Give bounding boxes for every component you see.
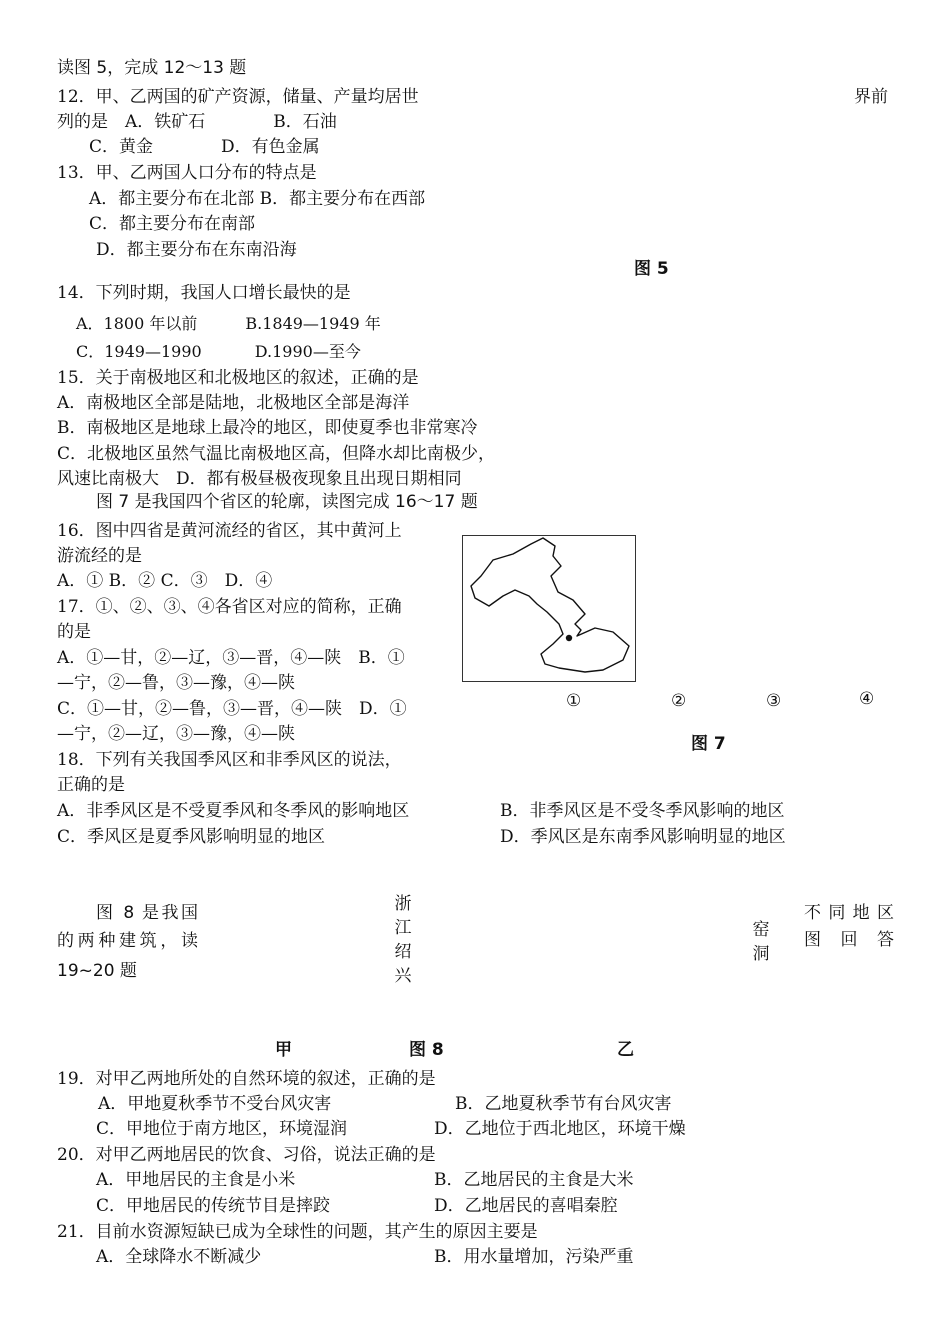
section-intro-fig7: 图 7 是我国四个省区的轮廓，读图完成 16～17 题: [96, 492, 478, 512]
q17-options-line1: A．①—甘，②—辽，③—晋，④—陕 B．①: [57, 648, 405, 668]
q20-stem: 20．对甲乙两地居民的饮食、习俗，说法正确的是: [57, 1145, 436, 1165]
q17-options-line3: C．①—甘，②—鲁，③—晋，④—陕 D．①: [57, 699, 407, 719]
section-intro-fig8-line1: 图 8 是我国: [96, 903, 198, 923]
q12-stem-continued: 界前: [854, 87, 888, 107]
q15-option-cd: 风速比南极大 D．都有极昼极夜现象且出现日期相同: [57, 469, 462, 489]
q14-options-cd: C．1949—1990 D.1990—至今: [76, 342, 361, 361]
figure-8-label-yi: 乙: [617, 1040, 634, 1060]
q17-stem-2: 的是: [57, 622, 91, 642]
q19-option-a: A．甲地夏秋季节不受台风灾害: [98, 1094, 332, 1114]
q16-options: A．① B．② C．③ D．④: [57, 571, 273, 591]
q19-stem: 19．对甲乙两地所处的自然环境的叙述，正确的是: [57, 1069, 436, 1089]
q20-option-a: A．甲地居民的主食是小米: [96, 1170, 296, 1190]
figure-7-label-1: ①: [566, 691, 582, 711]
vertical-char: 绍: [394, 942, 412, 962]
q19-option-c: C．甲地位于南方地区，环境湿润: [96, 1119, 348, 1139]
figure-7-label-4: ④: [859, 689, 875, 709]
q20-option-d: D．乙地居民的喜唱秦腔: [434, 1196, 618, 1216]
section-intro-fig8-line2: 的两种建筑，读: [57, 931, 198, 951]
q20-option-c: C．甲地居民的传统节目是摔跤: [96, 1196, 331, 1216]
q20-option-b: B．乙地居民的主食是大米: [434, 1170, 634, 1190]
q15-option-a: A．南极地区全部是陆地，北极地区全部是海洋: [57, 393, 410, 413]
q15-option-b: B．南极地区是地球上最冷的地区，即使夏季也非常寒冷: [57, 418, 478, 438]
figure-7-province-map: [462, 535, 636, 682]
q12-stem: 12．甲、乙两国的矿产资源，储量、产量均居世: [57, 87, 419, 107]
section-intro-fig8-right-line2: 图回答: [804, 930, 894, 950]
q12-options-cd: C．黄金 D．有色金属: [89, 137, 320, 157]
q18-option-a: A．非季风区是不受夏季风和冬季风的影响地区: [57, 801, 410, 821]
q14-stem: 14．下列时期，我国人口增长最快的是: [57, 283, 351, 303]
figure-7-caption: 图 7: [691, 734, 726, 754]
vertical-char: 洞: [752, 944, 770, 964]
figure-8-label-jia: 甲: [275, 1040, 292, 1060]
q19-option-b: B．乙地夏秋季节有台风灾害: [455, 1094, 672, 1114]
q15-option-c: C．北极地区虽然气温比南极地区高，但降水却比南极少，: [57, 444, 496, 464]
section-intro-fig8-right-line1: 不同地区: [804, 903, 894, 923]
section-intro-fig5: 读图 5，完成 12～13 题: [57, 58, 247, 78]
figure-7-label-3: ③: [766, 691, 782, 711]
vertical-char: 兴: [394, 966, 412, 986]
q21-option-b: B．用水量增加，污染严重: [434, 1247, 634, 1267]
q18-option-c: C．季风区是夏季风影响明显的地区: [57, 827, 326, 847]
q19-option-d: D．乙地位于西北地区，环境干燥: [434, 1119, 686, 1139]
figure-5-caption: 图 5: [634, 259, 669, 279]
figure-8-vertical-label-jia: [393, 892, 413, 988]
q13-stem: 13．甲、乙两国人口分布的特点是: [57, 163, 317, 183]
q18-stem-2: 正确的是: [57, 775, 125, 795]
q16-stem-2: 游流经的是: [57, 546, 142, 566]
vertical-char: 窑: [752, 920, 770, 940]
province-outline-shape: [463, 536, 635, 681]
vertical-char: 江: [394, 918, 412, 938]
q17-stem: 17．①、②、③、④各省区对应的简称，正确: [57, 597, 402, 617]
q17-options-line2: —宁，②—鲁，③—豫，④—陕: [57, 673, 295, 693]
figure-8-vertical-label-yi: [751, 918, 771, 966]
q18-option-b: B．非季风区是不受冬季风影响的地区: [500, 801, 785, 821]
section-intro-fig8-line3: 19~20 题: [57, 961, 137, 981]
figure-7-label-2: ②: [671, 691, 687, 711]
q21-option-a: A．全球降水不断减少: [96, 1247, 262, 1267]
q21-stem: 21．目前水资源短缺已成为全球性的问题，其产生的原因主要是: [57, 1222, 538, 1242]
q15-stem: 15．关于南极地区和北极地区的叙述，正确的是: [57, 368, 419, 388]
q12-options-ab: 列的是 A．铁矿石 B．石油: [57, 112, 337, 132]
q13-option-c: C．都主要分布在南部: [89, 214, 256, 234]
figure-8-caption: 图 8: [409, 1040, 444, 1060]
q13-options-ab: A．都主要分布在北部 B．都主要分布在西部: [89, 189, 426, 209]
vertical-char: 浙: [394, 894, 412, 914]
q16-stem: 16．图中四省是黄河流经的省区，其中黄河上: [57, 521, 402, 541]
q14-options-ab: A．1800 年以前 B.1849—1949 年: [76, 314, 381, 333]
q17-options-line4: —宁，②—辽，③—豫，④—陕: [57, 724, 295, 744]
q18-option-d: D．季风区是东南季风影响明显的地区: [500, 827, 786, 847]
q18-stem: 18．下列有关我国季风区和非季风区的说法，: [57, 750, 402, 770]
q13-option-d: D．都主要分布在东南沿海: [96, 240, 297, 260]
